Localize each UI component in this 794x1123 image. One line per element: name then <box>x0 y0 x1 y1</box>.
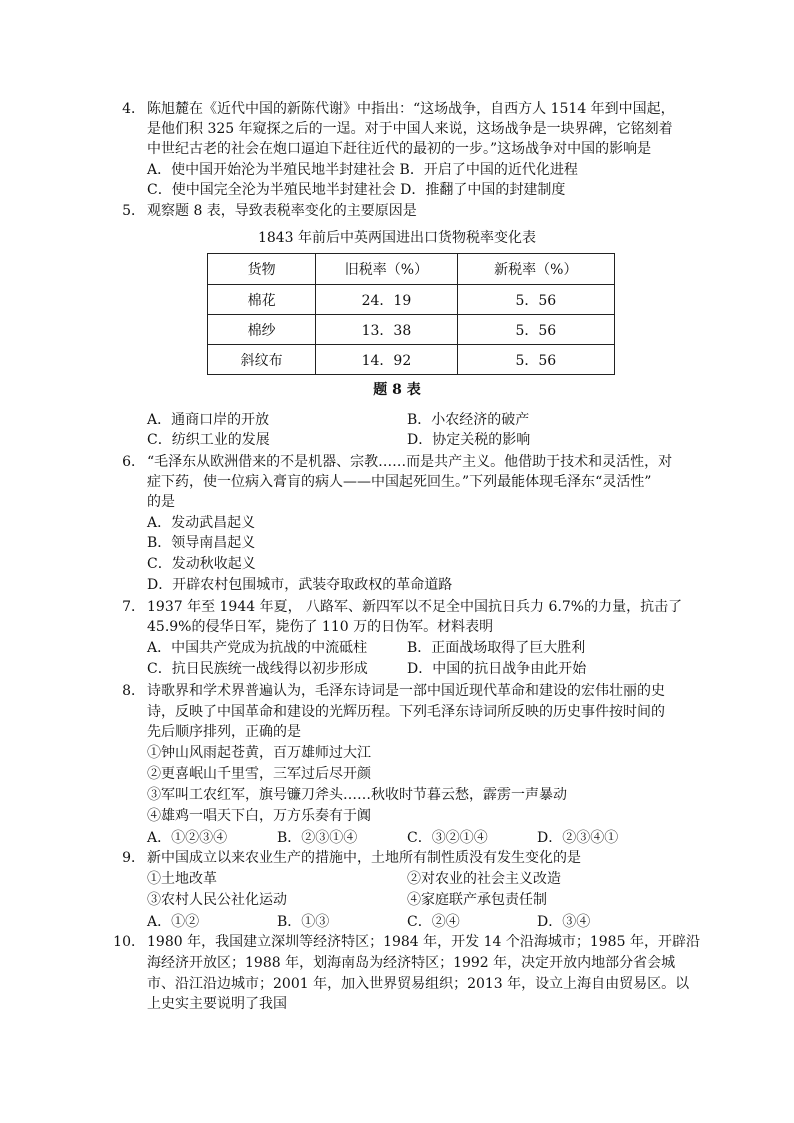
table-cell: 棉花 <box>208 285 316 315</box>
question-number: 5． <box>122 203 145 219</box>
table-title: 1843 年前后中英两国进出口货物税率变化表 <box>257 230 537 246</box>
option-row-cd: C．使中国完全沦为半殖民地半封建社会 D．推翻了中国的封建制度 <box>147 182 566 198</box>
question-stem-line: “毛泽东从欧洲借来的不是机器、宗教……而是共产主义。他借助于技术和灵活性，对 <box>147 454 673 470</box>
option-c: C．抗日民族统一战线得以初步形成 <box>147 661 368 677</box>
measure-item: ③农村人民公社化运动 <box>147 892 287 908</box>
question-stem-line: 诗，反映了中国革命和建设的光辉历程。下列毛泽东诗词所反映的历史事件按时间的 <box>147 704 665 720</box>
option-b: B．②③①④ <box>277 830 358 846</box>
question-stem: 观察题 8 表，导致表税率变化的主要原因是 <box>147 203 417 219</box>
table-cell: 13．38 <box>316 315 457 345</box>
option-b: B．正面战场取得了巨大胜利 <box>407 640 586 656</box>
measure-item: ④家庭联产承包责任制 <box>407 892 547 908</box>
option-d: D．协定关税的影响 <box>407 432 531 448</box>
option-c: C．③②①④ <box>407 830 488 846</box>
table-cell: 24．19 <box>316 285 457 315</box>
table-row <box>208 345 615 375</box>
option-row-ab: A．使中国开始沦为半殖民地半封建社会 B．开启了中国的近代化进程 <box>147 162 578 178</box>
question-number: 7． <box>122 599 145 615</box>
table-header-cell: 货物 <box>208 254 316 285</box>
option-b: B．领导南昌起义 <box>147 535 256 551</box>
question-stem-line: 先后顺序排列，正确的是 <box>147 724 301 740</box>
question-stem-line: 症下药，使一位病入膏肓的病人——中国起死回生。”下列最能体现毛泽东“灵活性” <box>147 474 652 490</box>
poem-item: ④雄鸡一唱天下白，万方乐奏有于阗 <box>147 808 371 824</box>
table-cell: 5．56 <box>457 345 614 375</box>
option-d: D．③④ <box>537 914 591 930</box>
table-cell: 5．56 <box>457 285 614 315</box>
table-cell: 棉纱 <box>208 315 316 345</box>
option-c: C．发动秋收起义 <box>147 556 256 572</box>
tax-rate-table <box>207 253 615 375</box>
option-d: D．开辟农村包围城市，武装夺取政权的革命道路 <box>147 577 453 593</box>
table-header-cell: 旧税率（%） <box>316 254 457 285</box>
option-a: A．①② <box>147 914 200 930</box>
question-stem-line: 陈旭麓在《近代中国的新陈代谢》中指出：“这场战争，自西方人 1514 年到中国起， <box>147 101 675 117</box>
table-row <box>208 315 615 345</box>
poem-item: ③军叫工农红军，旗号镰刀斧头……秋收时节暮云愁，霹雳一声暴动 <box>147 787 567 803</box>
question-number: 8． <box>122 683 145 699</box>
table-cell: 5．56 <box>457 315 614 345</box>
question-number: 10． <box>113 934 145 950</box>
option-b: B．①③ <box>277 914 330 930</box>
option-c: C．纺织工业的发展 <box>147 432 270 448</box>
question-stem-line: 上史实主要说明了我国 <box>147 996 287 1012</box>
question-stem-line: 市、沿江沿边城市；2001 年，加入世界贸易组织；2013 年，设立上海自由贸易区。以 <box>147 976 690 992</box>
table-cell: 斜纹布 <box>208 345 316 375</box>
option-a: A．发动武昌起义 <box>147 515 256 531</box>
question-stem-line: 45.9%的侵华日军，毙伤了 110 万的日伪军。材料表明 <box>147 619 494 635</box>
option-a: A．①②③④ <box>147 830 228 846</box>
table-cell: 14．92 <box>316 345 457 375</box>
option-a: A．通商口岸的开放 <box>147 412 270 428</box>
question-stem-line: 1980 年，我国建立深圳等经济特区；1984 年，开发 14 个沿海城市；1985 年，开辟沿 <box>147 934 700 950</box>
option-a: A．中国共产党成为抗战的中流砥柱 <box>147 640 368 656</box>
question-stem-line: 诗歌界和学术界普遍认为，毛泽东诗词是一部中国近现代革命和建设的宏伟壮丽的史 <box>147 683 665 699</box>
question-stem-line: 海经济开放区；1988 年，划海南岛为经济特区；1992 年，决定开放内地部分省会城 <box>147 955 676 971</box>
question-stem: 新中国成立以来农业生产的措施中，土地所有制性质没有发生变化的是 <box>147 850 581 866</box>
measure-item: ②对农业的社会主义改造 <box>407 871 561 887</box>
table-header-row <box>208 254 615 285</box>
question-number: 6． <box>122 454 145 470</box>
option-d: D．②③④① <box>537 830 619 846</box>
question-stem-line: 中世纪古老的社会在炮口逼迫下赶往近代的最初的一步。”这场战争对中国的影响是 <box>147 141 652 157</box>
table-caption: 题 8 表 <box>373 382 421 398</box>
measure-item: ①土地改革 <box>147 871 217 887</box>
question-stem-line: 的是 <box>147 494 175 510</box>
question-number: 4． <box>122 101 145 117</box>
option-c: C．②④ <box>407 914 460 930</box>
question-stem-line: 1937 年至 1944 年夏， 八路军、新四军以不足全中国抗日兵力 6.7%的力量，抗击了 <box>147 599 683 615</box>
poem-item: ②更喜岷山千里雪，三军过后尽开颜 <box>147 766 371 782</box>
option-b: B．小农经济的破产 <box>407 412 530 428</box>
question-stem-line: 是他们积 325 年窥探之后的一逞。对于中国人来说，这场战争是一块界碑，它铭刻着 <box>147 121 673 137</box>
table-header-cell: 新税率（%） <box>457 254 614 285</box>
poem-item: ①钟山风雨起苍黄，百万雄师过大江 <box>147 745 371 761</box>
question-number: 9． <box>122 850 145 866</box>
table-row <box>208 285 615 315</box>
option-d: D．中国的抗日战争由此开始 <box>407 661 587 677</box>
